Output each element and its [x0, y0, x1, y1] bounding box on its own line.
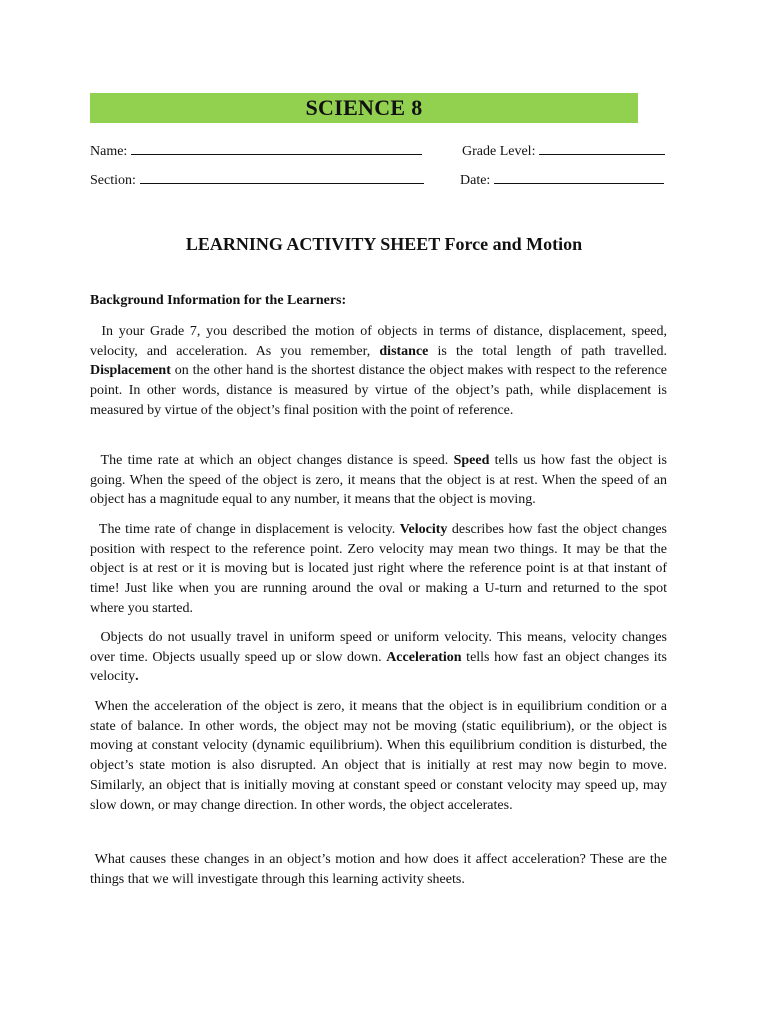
name-label: Name: [90, 144, 128, 159]
paragraph-speed: The time rate at which an object changes distance is speed. Speed tells us how fast the object is going. When the speed of the object is zero, it means that the object is at rest. When the speed of an object has a magnitude equal to any number, it means that the object is moving. [90, 453, 667, 508]
paragraph-equilibrium: When the acceleration of the object is zero, it means that the object is in equilibrium condition or a state of balance. In other words, the object may not be moving (static equilibrium), or the object is moving at constant velocity (dynamic equilibrium). When this equilibrium condition is disturbed, the object’s state motion is also disrupted. An object that is initially at rest may now begin to move. Similarly, an object that is initially moving at constant speed or constant velocity may speed up, may slow down, or may change direction. In other words, the object accelerates. [90, 699, 667, 813]
date-input-line[interactable] [494, 171, 664, 184]
section-label: Section: [90, 173, 136, 188]
term-displacement: Displacement [90, 363, 171, 379]
name-input-line[interactable] [131, 142, 422, 155]
subject-title: SCIENCE 8 [305, 95, 423, 120]
paragraph-acceleration: Objects do not usually travel in uniform speed or uniform velocity. This means, velocity changes over time. Objects usually speed up or slow down. Acceleration tells how fast an object changes its velocity. [90, 630, 667, 685]
date-label: Date: [460, 173, 491, 188]
name-field[interactable] [90, 142, 422, 160]
grade-level-input-line[interactable] [539, 142, 665, 155]
term-velocity: Velocity [399, 522, 448, 537]
paragraph-velocity: The time rate of change in displacement is velocity. Velocity describes how fast the object changes position with respect to the reference point. Zero velocity may mean two things. It may be that the object is at rest or it is moving but is located just right where the reference point is at that instant of time! Just like when you are running around the oval or making a U-turn and returned to the spot where you started. [90, 522, 667, 616]
section-heading: Background Information for the Learners: [90, 293, 347, 308]
grade-level-label: Grade Level: [462, 144, 536, 159]
section-input-line[interactable] [140, 171, 424, 184]
subject-banner [90, 93, 638, 123]
section-field[interactable] [90, 171, 424, 189]
paragraph-closing: What causes these changes in an object’s motion and how does it affect acceleration? These are the things that we will investigate through this learning activity sheets. [90, 852, 668, 887]
paragraph-distance-displacement: In your Grade 7, you described the motion of objects in terms of distance, displacement, speed, velocity, and acceleration. As you remember, distance is the total length of path travelled. Displacement on the other hand is the shortest distance the object makes with respect to the reference point. In other words, distance is measured by virtue of the object’s path, while displacement is measured by virtue of the object’s final position with the point of reference. [90, 324, 667, 418]
term-acceleration: Acceleration [386, 649, 462, 665]
grade-level-field[interactable] [462, 142, 665, 160]
term-distance: distance [379, 343, 429, 359]
date-field[interactable] [460, 171, 664, 189]
term-speed: Speed [453, 453, 490, 468]
document-title: LEARNING ACTIVITY SHEET Force and Motion [185, 234, 583, 254]
